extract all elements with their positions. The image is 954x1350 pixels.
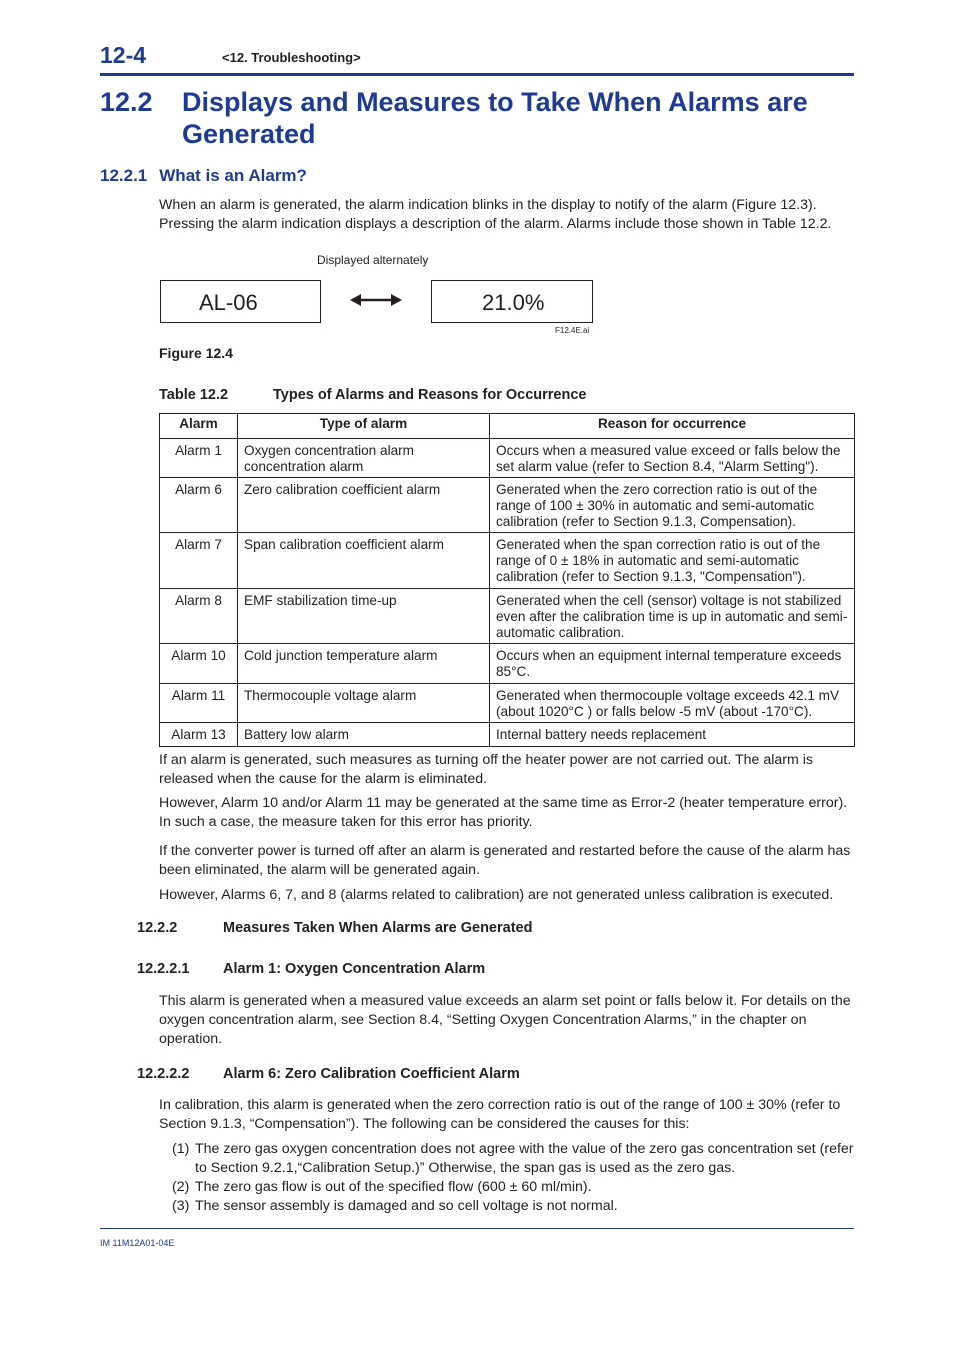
cell-alarm: Alarm 10 (160, 644, 238, 684)
cell-type: Oxygen concentration alarm concentration alarm (238, 439, 490, 478)
header-rule (100, 73, 854, 76)
cell-alarm: Alarm 7 (160, 533, 238, 589)
list-item-number: (2) (172, 1179, 190, 1195)
cell-alarm: Alarm 8 (160, 589, 238, 644)
table-title: Types of Alarms and Reasons for Occurrence (273, 387, 587, 403)
page-number: 12-4 (100, 42, 147, 68)
figure-label: Figure 12.4 (159, 345, 233, 361)
alarm-table (159, 413, 855, 747)
heading-title: Measures Taken When Alarms are Generated (223, 920, 533, 936)
causes-list (172, 1140, 862, 1216)
cell-reason: Occurs when a measured value exceed or falls below the set alarm value (refer to Section 8.4, "Alarm Setting"). (490, 439, 855, 478)
cell-type: Zero calibration coefficient alarm (238, 478, 490, 533)
table-row (160, 533, 855, 589)
document-id: IM 11M12A01-04E (100, 1238, 175, 1248)
paragraph: However, Alarm 10 and/or Alarm 11 may be generated at the same time as Error-2 (heater temperature error). In such a case, the measure taken for this error has priority. (159, 795, 848, 830)
subsection-title-text: What is an Alarm? (159, 166, 307, 185)
subsection-heading (137, 920, 533, 936)
figure-caption-top: Displayed alternately (317, 253, 429, 267)
list-item-text: The zero gas flow is out of the specified flow (600 ± 60 ml/min). (195, 1179, 592, 1195)
cell-type: Span calibration coefficient alarm (238, 533, 490, 589)
header-type: Type of alarm (238, 414, 490, 439)
list-item (172, 1178, 862, 1197)
header-reason: Reason for occurrence (490, 414, 855, 439)
list-item (172, 1197, 862, 1216)
paragraph: If an alarm is generated, such measures as turning off the heater power are not carried out. The alarm is released when the cause for the alarm is eliminated. (159, 752, 814, 787)
heading-title: Alarm 1: Oxygen Concentration Alarm (223, 961, 486, 977)
cell-reason: Generated when the cell (sensor) voltage is not stabilized even after the calibration time is up in automatic and semi-automatic calibration. (490, 589, 855, 644)
subsection-number: 12.2.1 (100, 166, 148, 185)
paragraph: In calibration, this alarm is generated when the zero correction ratio is out of the range of 100 ± 30% (refer to Section 9.1.3, “Compensation”). The following can be considered the causes for this: (159, 1097, 841, 1132)
cell-reason: Generated when the zero correction ratio is out of the range of 100 ± 30% in automatic and semi-automatic calibration (refer to Section 9.1.3, Compensation). (490, 478, 855, 533)
list-item-text: The zero gas oxygen concentration does not agree with the value of the zero gas concentration set (refer to Section 9.2.1,“Calibration Setup.)” Otherwise, the span gas is used as the zero gas. (195, 1141, 854, 1176)
cell-reason: Occurs when an equipment internal temperature exceeds 85°C. (490, 644, 855, 684)
table-header-row (160, 414, 855, 439)
cell-alarm: Alarm 1 (160, 439, 238, 478)
list-item-number: (3) (172, 1198, 190, 1214)
paragraph: However, Alarms 6, 7, and 8 (alarms related to calibration) are not generated unless calibration is executed. (159, 887, 834, 903)
chapter-heading: <12. Troubleshooting> (222, 50, 361, 65)
cell-type: EMF stabilization time-up (238, 589, 490, 644)
header-alarm: Alarm (160, 414, 238, 439)
paragraph: This alarm is generated when a measured value exceeds an alarm set point or falls below it. For details on the oxygen concentration alarm, see Section 8.4, “Setting Oxygen Concentration Alarms,” in the chapter on operation. (159, 993, 851, 1047)
cell-alarm: Alarm 13 (160, 723, 238, 747)
footer-rule (100, 1228, 854, 1229)
heading-number: 12.2.2 (137, 920, 178, 936)
subsubsection-heading (137, 961, 486, 977)
intro-paragraph: When an alarm is generated, the alarm indication blinks in the display to notify of the alarm (Figure 12.3). Pressing the alarm indication displays a description of the alarm. Alarms include those shown in Table 12.2. (159, 197, 832, 232)
table-number: Table 12.2 (159, 387, 229, 403)
list-item-number: (1) (172, 1141, 190, 1157)
cell-alarm: Alarm 11 (160, 684, 238, 723)
table-row (160, 644, 855, 684)
list-item-text: The sensor assembly is damaged and so cell voltage is not normal. (195, 1198, 618, 1214)
list-item (172, 1140, 862, 1178)
measured-value-display: 21.0% (431, 280, 593, 323)
cell-alarm: Alarm 6 (160, 478, 238, 533)
table-row (160, 723, 855, 747)
heading-number: 12.2.2.1 (137, 961, 190, 977)
cell-reason: Generated when the span correction ratio is out of the range of 0 ± 18% in automatic and semi-automatic calibration (refer to Section 9.1.3, "Compensation"). (490, 533, 855, 589)
section-title-text: Displays and Measures to Take When Alarms are Generated (182, 87, 808, 149)
heading-number: 12.2.2.2 (137, 1066, 190, 1082)
cell-reason: Generated when thermocouple voltage exceeds 42.1 mV (about 1020°C ) or falls below -5 mV (about -170°C). (490, 684, 855, 723)
table-caption (159, 387, 587, 403)
cell-type: Cold junction temperature alarm (238, 644, 490, 684)
double-arrow-icon (350, 290, 402, 310)
table-row (160, 684, 855, 723)
alarm-code-display: AL-06 (160, 280, 321, 323)
figure-file-id: F12.4E.ai (555, 326, 590, 335)
section-number: 12.2 (100, 87, 153, 117)
table-row (160, 478, 855, 533)
cell-reason: Internal battery needs replacement (490, 723, 855, 747)
table-row (160, 439, 855, 478)
heading-title: Alarm 6: Zero Calibration Coefficient Alarm (223, 1066, 520, 1082)
subsection-title (100, 166, 307, 186)
subsubsection-heading (137, 1066, 520, 1082)
cell-type: Battery low alarm (238, 723, 490, 747)
paragraph: If the converter power is turned off after an alarm is generated and restarted before the cause of the alarm has been eliminated, the alarm will be generated again. (159, 843, 851, 878)
cell-type: Thermocouple voltage alarm (238, 684, 490, 723)
table-row (160, 589, 855, 644)
